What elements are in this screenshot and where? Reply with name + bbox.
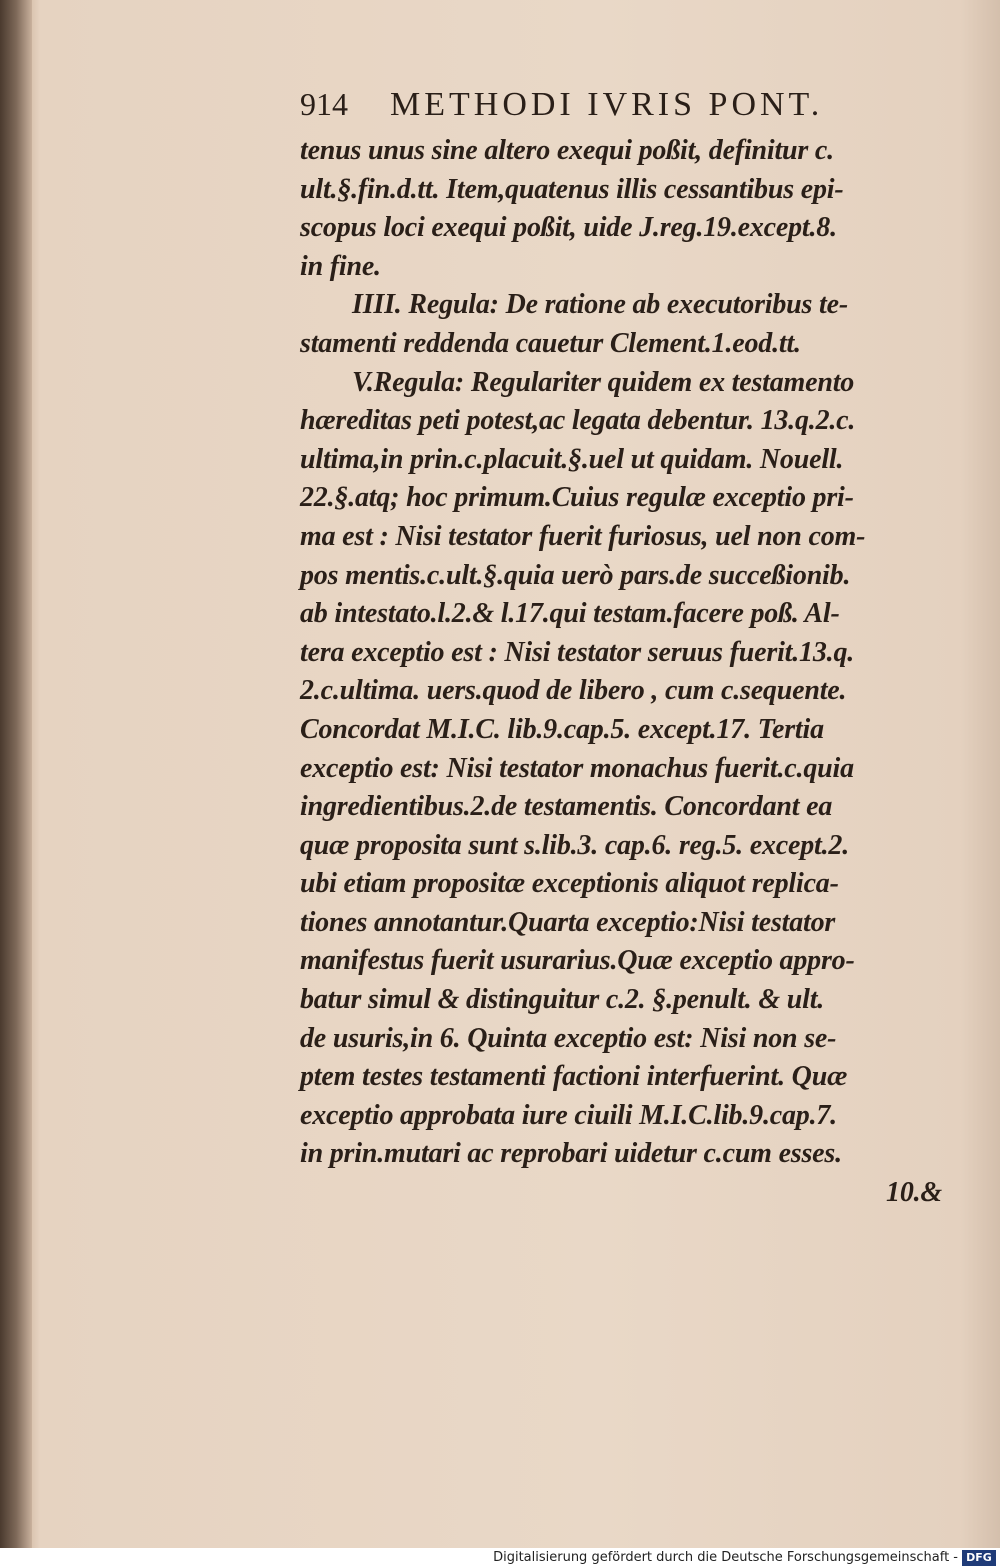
text-line: ptem testes testamenti factioni interfuerint. Quæ xyxy=(300,1061,848,1093)
text-line: tera exceptio est : Nisi testator seruus fuerit.13.q. xyxy=(300,636,855,668)
text-line: ult.§.fin.d.tt. Item,quatenus illis cessantibus epi- xyxy=(300,173,844,205)
text-line: ab intestato.l.2.& l.17.qui testam.facere poß. Al- xyxy=(300,598,840,630)
text-line: batur simul & distinguitur c.2. §.penult. & ult. xyxy=(300,984,825,1016)
text-line: de usuris,in 6. Quinta exceptio est: Nisi non se- xyxy=(300,1022,837,1054)
printed-page xyxy=(300,76,960,1213)
text-line: V.Regula: Regulariter quidem ex testamento xyxy=(352,366,855,398)
text-line: pos mentis.c.ult.§.quia uerò pars.de succeßionib. xyxy=(300,559,851,591)
page-number: 914 xyxy=(300,86,348,122)
text-line: IIII. Regula: De ratione ab executoribus te- xyxy=(352,289,848,321)
running-title: METHODI IVRIS PONT. xyxy=(390,86,824,123)
funding-credit: Digitalisierung gefördert durch die Deutsche Forschungsgemeinschaft - xyxy=(493,1550,958,1565)
text-line: exceptio est: Nisi testator monachus fuerit.c.quia xyxy=(300,752,854,784)
text-line: exceptio approbata iure ciuili M.I.C.lib.9.cap.7. xyxy=(300,1099,837,1131)
text-line: ma est : Nisi testator fuerit furiosus, uel non com- xyxy=(300,520,866,552)
running-header xyxy=(300,76,960,132)
text-line: ultima,in prin.c.placuit.§.uel ut quidam. Nouell. xyxy=(300,443,844,475)
text-line: stamenti reddenda cauetur Clement.1.eod.tt. xyxy=(300,327,801,359)
body-text xyxy=(300,132,960,1174)
text-line: scopus loci exequi poßit, uide J.reg.19.except.8. xyxy=(300,212,837,244)
text-line: in fine. xyxy=(300,250,381,282)
footer-bar xyxy=(0,1548,1000,1568)
text-line: ubi etiam propositæ exceptionis aliquot replica- xyxy=(300,868,839,900)
text-line: manifestus fuerit usurarius.Quæ exceptio appro- xyxy=(300,945,855,977)
text-line: tenus unus sine altero exequi poßit, definitur c. xyxy=(300,135,834,166)
catchword: 10.& xyxy=(886,1177,942,1209)
text-line: in prin.mutari ac reprobari uidetur c.cum esses. xyxy=(300,1138,842,1170)
book-spine-shadow xyxy=(0,0,32,1548)
text-line: tiones annotantur.Quarta exceptio:Nisi testator xyxy=(300,906,836,938)
text-line: 2.c.ultima. uers.quod de libero , cum c.sequente. xyxy=(300,675,847,707)
dfg-logo: DFG xyxy=(962,1550,996,1566)
text-line: Concordat M.I.C. lib.9.cap.5. except.17. Tertia xyxy=(300,713,824,745)
text-line: quæ proposita sunt s.lib.3. cap.6. reg.5. except.2. xyxy=(300,829,850,861)
text-line: 22.§.atq; hoc primum.Cuius regulæ exceptio pri- xyxy=(300,482,854,514)
text-line: ingredientibus.2.de testamentis. Concordant ea xyxy=(300,791,833,823)
text-line: hæreditas peti potest,ac legata debentur. 13.q.2.c. xyxy=(300,405,856,437)
